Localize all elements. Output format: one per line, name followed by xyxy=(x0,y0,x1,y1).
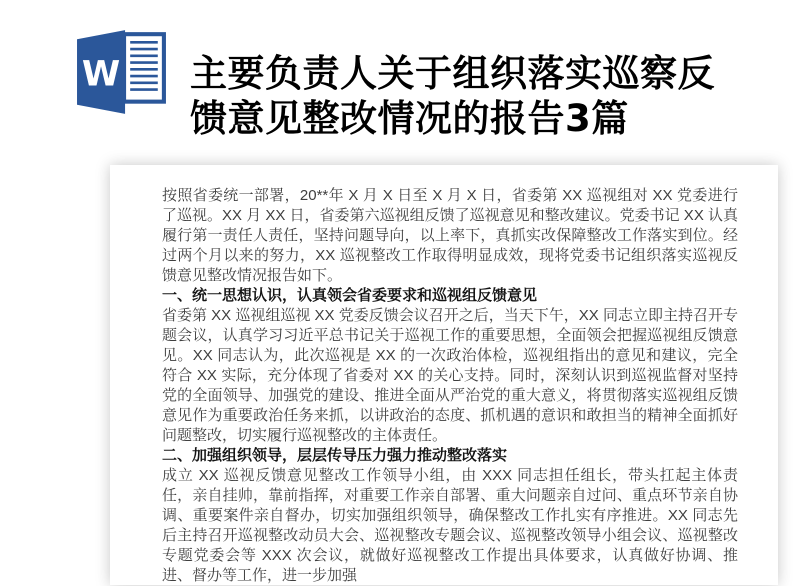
page-title xyxy=(190,51,750,141)
word-icon xyxy=(76,29,168,115)
document-body xyxy=(162,186,738,586)
paragraph: 省委第 XX 巡视组巡视 XX 党委反馈会议召开之后，当天下午，XX 同志立即主持召开专题会议，认真学习习近平总书记关于巡视工作的重要思想，全面领会把握巡视组反馈意见。XX 同志认为，此次巡视是 XX 的一次政治体检，巡视组指出的意见和建议，完全符合 XX 实际，充分体现了省委对 XX 的关心支持。同时，深刻认识到巡视监督对坚持党的全面领导、加强党的建设、推进全面从严治党的重大意义，将贯彻落实巡视组反馈意见作为重要政治任务来抓，以讲政治的态度、抓机遇的意识和敢担当的精神全面抓好问题整改，切实履行巡视整改的主体责任。 xyxy=(162,307,738,444)
page-title-line-2: 馈意见整改情况的报告3篇 xyxy=(190,96,629,140)
paragraph: 成立 XX 巡视反馈意见整改工作领导小组，由 XXX 同志担任组长，带头扛起主体责任，亲自挂帅，靠前指挥，对重要工作亲自部署、重大问题亲自过问、重点环节亲自协调、重要案件亲自督办，切实加强组织领导，确保整改工作扎实有序推进。XX 同志先后主持召开巡视整改动员大会、巡视整改专题会议、巡视整改领导小组会议、巡视整改专题党委会等 XXX 次会议，就做好巡视整改工作提出具体要求，认真做好协调、推进、督办等工作，进一步加强 xyxy=(162,467,738,584)
word-icon-letter: W xyxy=(81,54,121,95)
word-icon-sheet xyxy=(124,34,164,101)
paragraph: 按照省委统一部署，20**年 X 月 X 日至 X 月 X 日，省委第 XX 巡视组对 XX 党委进行了巡视。XX 月 XX 日，省委第六巡视组反馈了巡视意见和整改建议。党委书记 XX 认真履行第一责任人责任，坚持问题导向，以上率下，真抓实改保障整改工作落实到位。经过两个月以来的努力，XX 巡视整改工作取得明显成效，现将党委书记组织落实巡视反馈意见整改情况报告如下。 xyxy=(162,187,738,284)
section-heading: 一、统一思想认识，认真领会省委要求和巡视组反馈意见 xyxy=(162,287,538,304)
page-title-line-1: 主要负责人关于组织落实巡察反 xyxy=(190,51,715,95)
section-heading: 二、加强组织领导，层层传导压力强力推动整改落实 xyxy=(162,447,508,464)
document-page xyxy=(110,165,778,585)
header xyxy=(0,0,800,150)
